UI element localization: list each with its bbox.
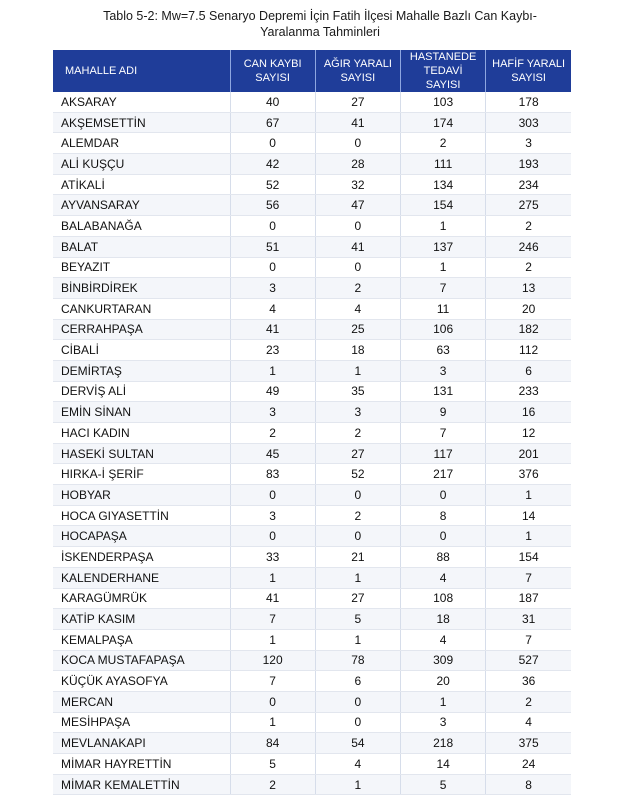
- can-kaybi-cell: 5: [230, 754, 315, 775]
- header-agir-yarali: [315, 50, 400, 92]
- agir-yarali-cell: 21: [315, 547, 400, 568]
- table-row: [53, 526, 571, 547]
- table-row: [53, 319, 571, 340]
- agir-yarali-cell: 35: [315, 381, 400, 402]
- mahalle-name-cell: İSKENDERPAŞA: [53, 547, 230, 568]
- can-kaybi-cell: 3: [230, 278, 315, 299]
- hafif-yarali-cell: 13: [486, 278, 571, 299]
- mahalle-name-cell: ALİ KUŞÇU: [53, 154, 230, 175]
- header-label: SAYISI: [340, 72, 376, 84]
- header-label: SAYISI: [255, 72, 290, 84]
- header-label: HAFİF YARALI: [492, 58, 566, 70]
- mahalle-name-cell: MİMAR KEMALETTİN: [53, 774, 230, 795]
- hafif-yarali-cell: 178: [486, 92, 571, 112]
- table-row: [53, 381, 571, 402]
- agir-yarali-cell: 18: [315, 340, 400, 361]
- mahalle-name-cell: MESİHPAŞA: [53, 712, 230, 733]
- mahalle-name-cell: HOCAPAŞA: [53, 526, 230, 547]
- mahalle-name-cell: HIRKA-İ ŞERİF: [53, 464, 230, 485]
- mahalle-name-cell: ALEMDAR: [53, 133, 230, 154]
- agir-yarali-cell: 27: [315, 443, 400, 464]
- caption-line-1: Tablo 5-2: Mw=7.5 Senaryo Depremi İçin Fatih İlçesi Mahalle Bazlı Can Kaybı-: [103, 9, 537, 23]
- table-row: [53, 423, 571, 444]
- hastanede-tedavi-cell: 117: [401, 443, 486, 464]
- hastanede-tedavi-cell: 3: [401, 360, 486, 381]
- table-row: [53, 547, 571, 568]
- hastanede-tedavi-cell: 88: [401, 547, 486, 568]
- hafif-yarali-cell: 246: [486, 236, 571, 257]
- can-kaybi-cell: 0: [230, 526, 315, 547]
- agir-yarali-cell: 1: [315, 629, 400, 650]
- header-label: AĞIR YARALI: [323, 58, 392, 70]
- mahalle-name-cell: KOCA MUSTAFAPAŞA: [53, 650, 230, 671]
- hafif-yarali-cell: 275: [486, 195, 571, 216]
- table-row: [53, 298, 571, 319]
- header-label: TEDAVİ SAYISI: [423, 65, 463, 91]
- can-kaybi-cell: 1: [230, 712, 315, 733]
- can-kaybi-cell: 0: [230, 691, 315, 712]
- can-kaybi-cell: 1: [230, 629, 315, 650]
- table-caption: [40, 8, 600, 40]
- hastanede-tedavi-cell: 1: [401, 216, 486, 237]
- table-row: [53, 609, 571, 630]
- table-row: [53, 505, 571, 526]
- mahalle-name-cell: AKŞEMSETTİN: [53, 112, 230, 133]
- table-row: [53, 588, 571, 609]
- can-kaybi-cell: 7: [230, 609, 315, 630]
- hafif-yarali-cell: 7: [486, 567, 571, 588]
- hafif-yarali-cell: 201: [486, 443, 571, 464]
- mahalle-name-cell: MERCAN: [53, 691, 230, 712]
- table-row: [53, 174, 571, 195]
- header-label: SAYISI: [511, 72, 546, 84]
- hafif-yarali-cell: 4: [486, 712, 571, 733]
- agir-yarali-cell: 6: [315, 671, 400, 692]
- can-kaybi-cell: 2: [230, 774, 315, 795]
- table-row: [53, 443, 571, 464]
- table-row: [53, 402, 571, 423]
- table-row: [53, 567, 571, 588]
- mahalle-name-cell: AYVANSARAY: [53, 195, 230, 216]
- hafif-yarali-cell: 193: [486, 154, 571, 175]
- agir-yarali-cell: 25: [315, 319, 400, 340]
- hafif-yarali-cell: 233: [486, 381, 571, 402]
- can-kaybi-cell: 1: [230, 567, 315, 588]
- table-row: [53, 671, 571, 692]
- agir-yarali-cell: 27: [315, 588, 400, 609]
- table-row: [53, 340, 571, 361]
- agir-yarali-cell: 2: [315, 423, 400, 444]
- casualty-table-container: [53, 50, 571, 795]
- hafif-yarali-cell: 303: [486, 112, 571, 133]
- hastanede-tedavi-cell: 111: [401, 154, 486, 175]
- hastanede-tedavi-cell: 4: [401, 567, 486, 588]
- agir-yarali-cell: 28: [315, 154, 400, 175]
- hafif-yarali-cell: 3: [486, 133, 571, 154]
- mahalle-name-cell: KALENDERHANE: [53, 567, 230, 588]
- can-kaybi-cell: 0: [230, 216, 315, 237]
- mahalle-name-cell: KEMALPAŞA: [53, 629, 230, 650]
- table-row: [53, 691, 571, 712]
- agir-yarali-cell: 0: [315, 485, 400, 506]
- table-row: [53, 464, 571, 485]
- agir-yarali-cell: 32: [315, 174, 400, 195]
- can-kaybi-cell: 41: [230, 588, 315, 609]
- mahalle-name-cell: BEYAZIT: [53, 257, 230, 278]
- can-kaybi-cell: 0: [230, 133, 315, 154]
- table-row: [53, 112, 571, 133]
- mahalle-name-cell: BALABANAĞA: [53, 216, 230, 237]
- mahalle-name-cell: ATİKALİ: [53, 174, 230, 195]
- header-hastanede-tedavi: [401, 50, 486, 92]
- hafif-yarali-cell: 1: [486, 485, 571, 506]
- can-kaybi-cell: 42: [230, 154, 315, 175]
- hafif-yarali-cell: 527: [486, 650, 571, 671]
- can-kaybi-cell: 3: [230, 402, 315, 423]
- hafif-yarali-cell: 182: [486, 319, 571, 340]
- hafif-yarali-cell: 1: [486, 526, 571, 547]
- can-kaybi-cell: 83: [230, 464, 315, 485]
- table-row: [53, 650, 571, 671]
- agir-yarali-cell: 3: [315, 402, 400, 423]
- hastanede-tedavi-cell: 18: [401, 609, 486, 630]
- agir-yarali-cell: 0: [315, 526, 400, 547]
- table-row: [53, 712, 571, 733]
- hastanede-tedavi-cell: 7: [401, 278, 486, 299]
- agir-yarali-cell: 27: [315, 92, 400, 112]
- agir-yarali-cell: 52: [315, 464, 400, 485]
- agir-yarali-cell: 1: [315, 360, 400, 381]
- mahalle-name-cell: BİNBİRDİREK: [53, 278, 230, 299]
- hastanede-tedavi-cell: 20: [401, 671, 486, 692]
- agir-yarali-cell: 1: [315, 774, 400, 795]
- table-row: [53, 733, 571, 754]
- hastanede-tedavi-cell: 63: [401, 340, 486, 361]
- mahalle-name-cell: CERRAHPAŞA: [53, 319, 230, 340]
- header-label: HASTANEDE: [409, 51, 477, 63]
- hastanede-tedavi-cell: 131: [401, 381, 486, 402]
- mahalle-name-cell: HASEKİ SULTAN: [53, 443, 230, 464]
- table-row: [53, 774, 571, 795]
- agir-yarali-cell: 1: [315, 567, 400, 588]
- mahalle-name-cell: MİMAR HAYRETTİN: [53, 754, 230, 775]
- hafif-yarali-cell: 376: [486, 464, 571, 485]
- can-kaybi-cell: 23: [230, 340, 315, 361]
- hafif-yarali-cell: 24: [486, 754, 571, 775]
- mahalle-name-cell: HACI KADIN: [53, 423, 230, 444]
- agir-yarali-cell: 78: [315, 650, 400, 671]
- can-kaybi-cell: 0: [230, 485, 315, 506]
- hafif-yarali-cell: 112: [486, 340, 571, 361]
- hafif-yarali-cell: 234: [486, 174, 571, 195]
- hastanede-tedavi-cell: 5: [401, 774, 486, 795]
- table-row: [53, 92, 571, 112]
- table-row: [53, 360, 571, 381]
- table-row: [53, 485, 571, 506]
- agir-yarali-cell: 41: [315, 112, 400, 133]
- table-row: [53, 195, 571, 216]
- hafif-yarali-cell: 31: [486, 609, 571, 630]
- header-label: MAHALLE ADI: [65, 65, 138, 77]
- casualty-table: [53, 50, 571, 795]
- hafif-yarali-cell: 36: [486, 671, 571, 692]
- can-kaybi-cell: 56: [230, 195, 315, 216]
- hastanede-tedavi-cell: 9: [401, 402, 486, 423]
- agir-yarali-cell: 2: [315, 278, 400, 299]
- mahalle-name-cell: EMİN SİNAN: [53, 402, 230, 423]
- hafif-yarali-cell: 14: [486, 505, 571, 526]
- can-kaybi-cell: 51: [230, 236, 315, 257]
- hafif-yarali-cell: 154: [486, 547, 571, 568]
- caption-line-2: Yaralanma Tahminleri: [260, 25, 380, 39]
- can-kaybi-cell: 40: [230, 92, 315, 112]
- hastanede-tedavi-cell: 103: [401, 92, 486, 112]
- header-can-kaybi: [230, 50, 315, 92]
- table-body: [53, 92, 571, 795]
- can-kaybi-cell: 33: [230, 547, 315, 568]
- header-mahalle-adi: [53, 50, 230, 92]
- header-row: [53, 50, 571, 92]
- hafif-yarali-cell: 7: [486, 629, 571, 650]
- agir-yarali-cell: 41: [315, 236, 400, 257]
- hastanede-tedavi-cell: 4: [401, 629, 486, 650]
- agir-yarali-cell: 0: [315, 691, 400, 712]
- mahalle-name-cell: HOCA GIYASETTİN: [53, 505, 230, 526]
- can-kaybi-cell: 41: [230, 319, 315, 340]
- hastanede-tedavi-cell: 0: [401, 485, 486, 506]
- hafif-yarali-cell: 20: [486, 298, 571, 319]
- hastanede-tedavi-cell: 134: [401, 174, 486, 195]
- agir-yarali-cell: 0: [315, 133, 400, 154]
- hafif-yarali-cell: 6: [486, 360, 571, 381]
- mahalle-name-cell: AKSARAY: [53, 92, 230, 112]
- hastanede-tedavi-cell: 108: [401, 588, 486, 609]
- can-kaybi-cell: 4: [230, 298, 315, 319]
- hafif-yarali-cell: 12: [486, 423, 571, 444]
- mahalle-name-cell: KATİP KASIM: [53, 609, 230, 630]
- can-kaybi-cell: 120: [230, 650, 315, 671]
- hastanede-tedavi-cell: 309: [401, 650, 486, 671]
- mahalle-name-cell: MEVLANAKAPI: [53, 733, 230, 754]
- header-hafif-yarali: [486, 50, 571, 92]
- agir-yarali-cell: 4: [315, 298, 400, 319]
- can-kaybi-cell: 84: [230, 733, 315, 754]
- hafif-yarali-cell: 8: [486, 774, 571, 795]
- mahalle-name-cell: HOBYAR: [53, 485, 230, 506]
- can-kaybi-cell: 52: [230, 174, 315, 195]
- hastanede-tedavi-cell: 218: [401, 733, 486, 754]
- can-kaybi-cell: 7: [230, 671, 315, 692]
- hastanede-tedavi-cell: 8: [401, 505, 486, 526]
- agir-yarali-cell: 4: [315, 754, 400, 775]
- can-kaybi-cell: 67: [230, 112, 315, 133]
- hastanede-tedavi-cell: 2: [401, 133, 486, 154]
- table-row: [53, 133, 571, 154]
- table-row: [53, 216, 571, 237]
- can-kaybi-cell: 0: [230, 257, 315, 278]
- hastanede-tedavi-cell: 154: [401, 195, 486, 216]
- agir-yarali-cell: 5: [315, 609, 400, 630]
- agir-yarali-cell: 54: [315, 733, 400, 754]
- hafif-yarali-cell: 2: [486, 257, 571, 278]
- agir-yarali-cell: 0: [315, 216, 400, 237]
- agir-yarali-cell: 47: [315, 195, 400, 216]
- mahalle-name-cell: DERVİŞ ALİ: [53, 381, 230, 402]
- hastanede-tedavi-cell: 106: [401, 319, 486, 340]
- hafif-yarali-cell: 375: [486, 733, 571, 754]
- hafif-yarali-cell: 16: [486, 402, 571, 423]
- hastanede-tedavi-cell: 14: [401, 754, 486, 775]
- can-kaybi-cell: 49: [230, 381, 315, 402]
- table-row: [53, 154, 571, 175]
- hastanede-tedavi-cell: 0: [401, 526, 486, 547]
- table-row: [53, 236, 571, 257]
- can-kaybi-cell: 1: [230, 360, 315, 381]
- table-row: [53, 257, 571, 278]
- mahalle-name-cell: CANKURTARAN: [53, 298, 230, 319]
- table-row: [53, 629, 571, 650]
- can-kaybi-cell: 45: [230, 443, 315, 464]
- mahalle-name-cell: CİBALİ: [53, 340, 230, 361]
- table-row: [53, 754, 571, 775]
- can-kaybi-cell: 3: [230, 505, 315, 526]
- hastanede-tedavi-cell: 217: [401, 464, 486, 485]
- hafif-yarali-cell: 2: [486, 216, 571, 237]
- table-row: [53, 278, 571, 299]
- mahalle-name-cell: DEMİRTAŞ: [53, 360, 230, 381]
- header-label: CAN KAYBI: [243, 58, 302, 70]
- mahalle-name-cell: KÜÇÜK AYASOFYA: [53, 671, 230, 692]
- hastanede-tedavi-cell: 3: [401, 712, 486, 733]
- hafif-yarali-cell: 2: [486, 691, 571, 712]
- hastanede-tedavi-cell: 137: [401, 236, 486, 257]
- hastanede-tedavi-cell: 1: [401, 691, 486, 712]
- agir-yarali-cell: 0: [315, 712, 400, 733]
- mahalle-name-cell: KARAGÜMRÜK: [53, 588, 230, 609]
- can-kaybi-cell: 2: [230, 423, 315, 444]
- mahalle-name-cell: BALAT: [53, 236, 230, 257]
- hafif-yarali-cell: 187: [486, 588, 571, 609]
- table-header: [53, 50, 571, 92]
- agir-yarali-cell: 0: [315, 257, 400, 278]
- agir-yarali-cell: 2: [315, 505, 400, 526]
- hastanede-tedavi-cell: 1: [401, 257, 486, 278]
- hastanede-tedavi-cell: 174: [401, 112, 486, 133]
- hastanede-tedavi-cell: 7: [401, 423, 486, 444]
- hastanede-tedavi-cell: 11: [401, 298, 486, 319]
